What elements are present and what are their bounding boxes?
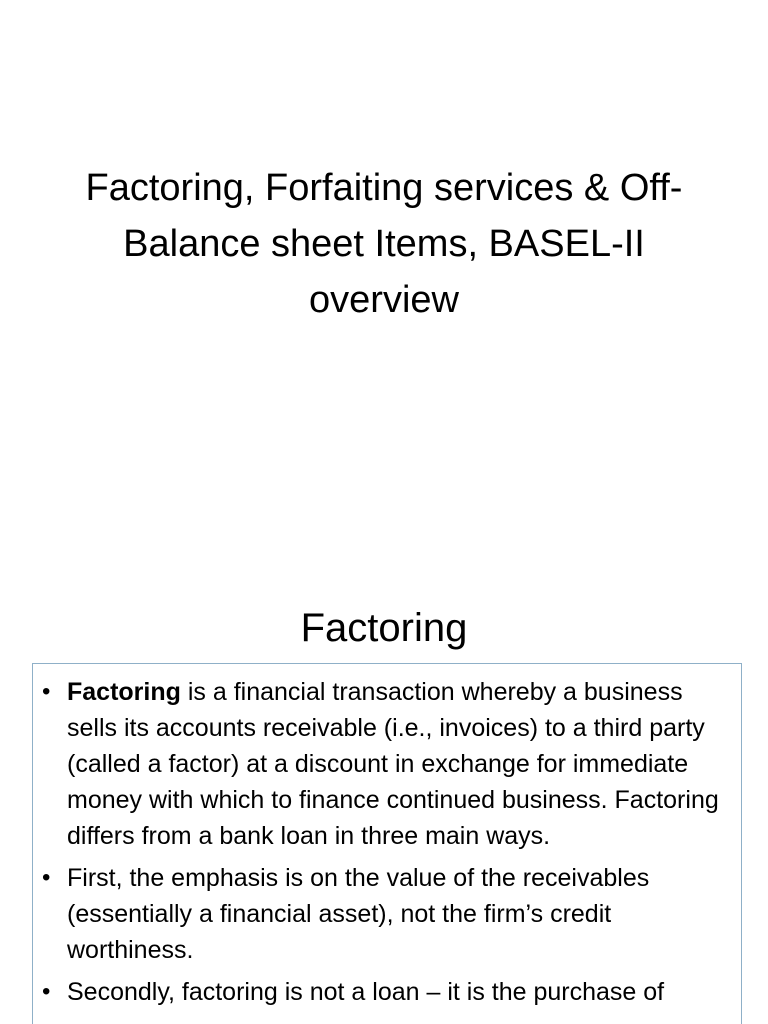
slide-title: [0, 160, 768, 328]
bullet-list: [33, 664, 741, 1010]
bold-term: Factoring: [67, 678, 181, 706]
section-heading: Factoring: [300, 606, 468, 650]
slide-title-line: overview: [309, 279, 459, 321]
bullet-text: First, the emphasis is on the value of the receivables (essentially a financial asset), not the firm’s credit worthiness.: [67, 864, 650, 964]
list-item: [33, 674, 735, 854]
content-box: [32, 663, 742, 1024]
list-item: [33, 860, 735, 968]
bullet-text: is a financial transaction whereby a business sells its accounts receivable (i.e., invoices) to a third party (called a factor) at a discount in exchange for immediate money with which to finance continued business. Factoring differs from a bank loan in three main ways.: [67, 678, 719, 850]
bullet-text: Secondly, factoring is not a loan – it is the purchase of: [67, 978, 665, 1006]
bullet-icon: •: [42, 864, 51, 891]
slide-title-line: Factoring, Forfaiting services & Off-: [85, 167, 683, 209]
list-item: [33, 974, 735, 1010]
bullet-icon: •: [42, 978, 51, 1005]
bullet-icon: •: [42, 678, 51, 705]
slide-title-line: Balance sheet Items, BASEL-II: [123, 223, 645, 265]
